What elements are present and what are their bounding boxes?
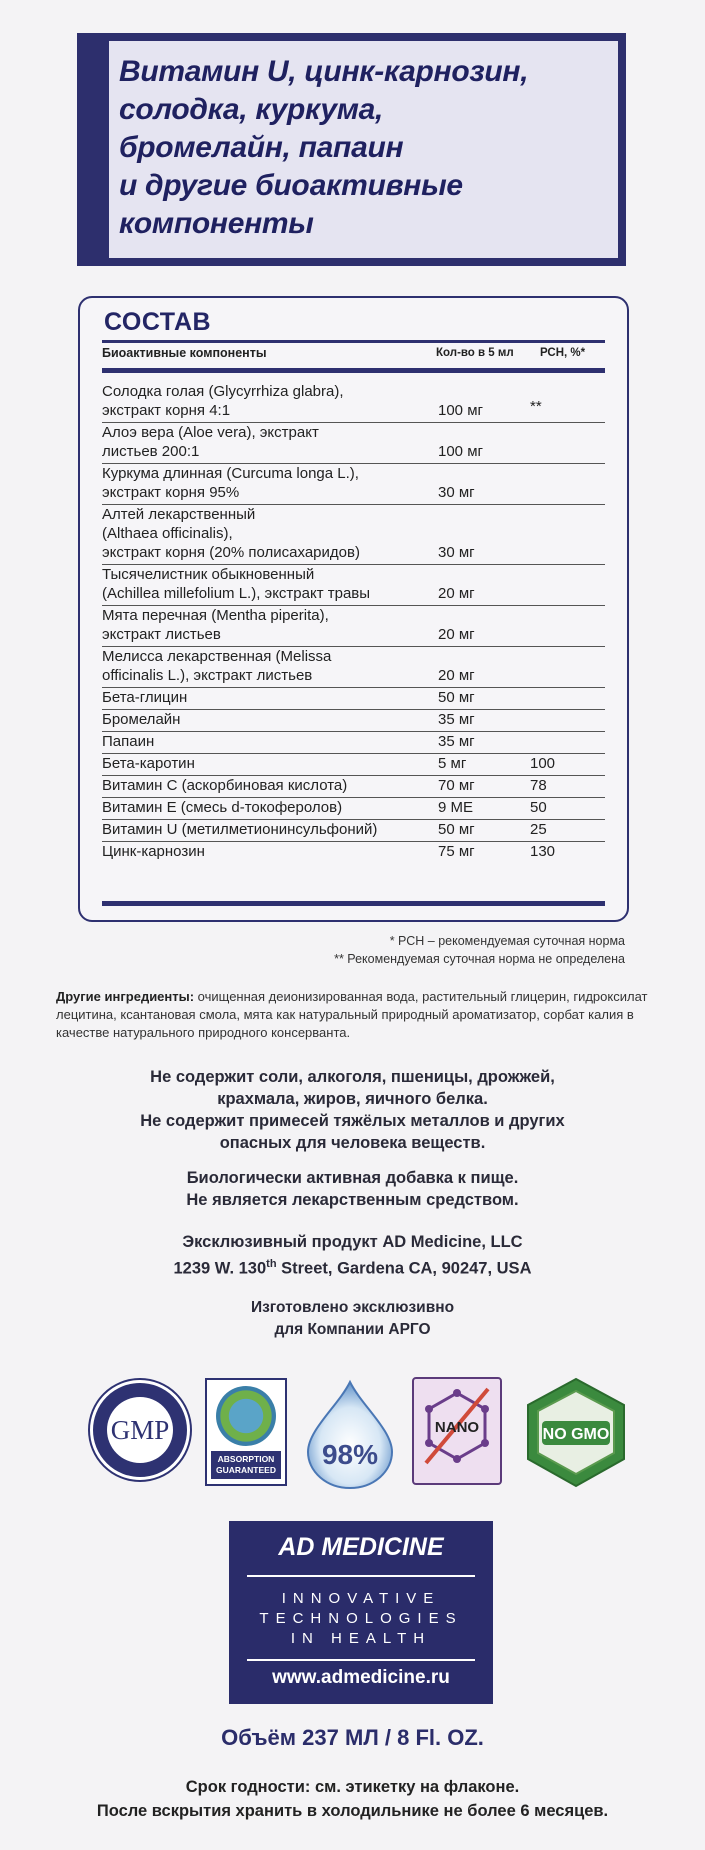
absorption-badge	[205, 1378, 287, 1486]
ingredient-rsn: 50	[530, 799, 547, 816]
ingredient-name	[102, 776, 437, 795]
ingredient-amount: 9 МЕ	[438, 799, 474, 816]
ingredient-amount: 70 мг	[438, 777, 475, 794]
ingredient-amount: 5 мг	[438, 755, 467, 772]
ingredient-name-line: Витамин С (аскорбиновая кислота)	[102, 777, 348, 794]
nano-icon	[414, 1379, 500, 1483]
ad-medicine-logo	[229, 1521, 493, 1704]
ingredient-rsn: 130	[530, 843, 556, 860]
shelf-life-line: Срок годности: см. этикетку на флаконе.	[185, 1778, 520, 1796]
ingredient-name-line: Бета-глицин	[102, 689, 188, 706]
ingredient-name-line: Тысячелистник обыкновенный	[102, 566, 315, 583]
ingredient-name-line: officinalis L.), экстракт листьев	[102, 667, 313, 684]
gmp-icon: GMP	[107, 1397, 173, 1463]
supplement-line: Не является лекарственным средством.	[186, 1191, 519, 1209]
header-rule	[102, 368, 605, 373]
title-line: и другие биоактивные	[119, 169, 463, 202]
producer-address: 1239 W. 130th Street, Gardena CA, 90247, USA	[173, 1258, 532, 1278]
ingredient-name-line: Солодка голая (Glycyrrhiza glabra),	[102, 383, 344, 400]
free-from-line: крахмала, жиров, яичного белка.	[217, 1090, 488, 1108]
ingredient-amount: 100 мг	[438, 443, 483, 460]
ingredient-name	[102, 464, 437, 502]
ingredient-name-line: (Althaea officinalis),	[102, 525, 233, 542]
ingredient-name	[102, 754, 437, 773]
gmp-badge	[90, 1380, 190, 1480]
ingredient-name-line: Бромелайн	[102, 711, 181, 728]
made-for-line: для Компании АРГО	[274, 1321, 431, 1338]
ingredient-name-line: экстракт корня 95%	[102, 484, 240, 501]
other-ingredients	[56, 988, 666, 1042]
ingredient-rsn: 25	[530, 821, 547, 838]
producer-line: Эксклюзивный продукт AD Medicine, LLC	[182, 1233, 523, 1251]
ingredient-name	[102, 606, 437, 644]
volume-label: Объём 237 МЛ / 8 Fl. OZ.	[221, 1725, 484, 1750]
ingredient-name	[102, 382, 437, 420]
composition-box	[78, 296, 629, 922]
absorption-icon	[216, 1386, 276, 1446]
column-header-name: Биоактивные компоненты	[102, 346, 267, 360]
free-from-line: опасных для человека веществ.	[219, 1134, 486, 1152]
shelf-life-line: После вскрытия хранить в холодильнике не более 6 месяцев.	[96, 1802, 609, 1820]
ingredient-name-line: Куркума длинная (Curcuma longa L.),	[102, 465, 359, 482]
ingredient-name-line: Мелисса лекарственная (Melissa	[102, 648, 332, 665]
ingredient-name	[102, 505, 437, 562]
title-line: бромелайн, папаин	[119, 131, 404, 164]
footnote-rsn: * РСН – рекомендуемая суточная норма	[389, 934, 625, 948]
ingredient-amount: 20 мг	[438, 667, 475, 684]
bottom-rule	[102, 901, 605, 906]
ingredient-name-line: (Achillea millefolium L.), экстракт травы	[102, 585, 371, 602]
logo-rule-bottom	[247, 1659, 475, 1661]
supplement-note	[0, 1167, 705, 1211]
column-header-rsn: РСН, %*	[540, 347, 586, 359]
ingredient-name-line: Витамин Е (смесь d-токоферолов)	[102, 799, 343, 816]
heading-rule	[102, 340, 605, 343]
ingredient-name	[102, 647, 437, 685]
ingredient-name-line: Бета-каротин	[102, 755, 195, 772]
ingredient-name	[102, 565, 437, 603]
made-for	[0, 1297, 705, 1341]
ingredient-amount: 35 мг	[438, 711, 475, 728]
ingredient-amount: 30 мг	[438, 544, 475, 561]
ingredient-name-line: экстракт корня 4:1	[102, 402, 231, 419]
made-for-line: Изготовлено эксклюзивно	[250, 1299, 455, 1316]
ingredient-name	[102, 798, 437, 817]
ingredient-amount: 20 мг	[438, 626, 475, 643]
free-from-statement	[0, 1066, 705, 1154]
ingredient-rsn: 78	[530, 777, 547, 794]
supplement-line: Биологически активная добавка к пище.	[186, 1169, 519, 1187]
title-panel	[109, 41, 618, 258]
logo-tagline-line: TECHNOLOGIES	[259, 1610, 463, 1627]
logo-name: AD MEDICINE	[278, 1533, 444, 1561]
title-line: солодка, куркума,	[119, 93, 384, 126]
ingredient-name-line: Мята перечная (Mentha piperita),	[102, 607, 329, 624]
title-block	[77, 33, 626, 266]
no-gmo-badge	[516, 1375, 636, 1490]
ingredient-name	[102, 710, 437, 729]
ingredient-name-line: листьев 200:1	[102, 443, 200, 460]
title-line: Витамин U, цинк-карнозин,	[119, 55, 529, 88]
no-gmo-icon	[516, 1375, 636, 1490]
column-header-amount: Кол-во в 5 мл	[436, 347, 514, 359]
ingredient-amount: 100 мг	[438, 402, 483, 419]
other-ingredients-label: Другие ингредиенты:	[56, 989, 195, 1004]
ingredient-amount: 20 мг	[438, 585, 475, 602]
ingredient-name-line: Цинк-карнозин	[102, 843, 205, 860]
ingredient-amount: 50 мг	[438, 821, 475, 838]
logo-tagline-line: IN HEALTH	[290, 1630, 432, 1647]
shelf-life	[0, 1775, 705, 1823]
ingredient-name	[102, 820, 437, 839]
free-from-line: Не содержит соли, алкоголя, пшеницы, дрожжей,	[150, 1068, 555, 1086]
logo-rule-top	[247, 1575, 475, 1577]
free-from-line: Не содержит примесей тяжёлых металлов и других	[140, 1112, 565, 1130]
ingredient-name-line: Витамин U (метилметионинсульфоний)	[102, 821, 378, 838]
ingredient-amount: 30 мг	[438, 484, 475, 501]
ingredient-name	[102, 732, 437, 751]
ingredient-rsn: **	[530, 398, 542, 415]
ingredient-name	[102, 423, 437, 461]
ingredient-name-line: Папаин	[102, 733, 155, 750]
ingredient-name	[102, 688, 437, 707]
ingredient-name-line: экстракт корня (20% полисахаридов)	[102, 544, 360, 561]
producer-info	[0, 1231, 705, 1280]
logo-url: www.admedicine.ru	[272, 1667, 450, 1688]
ingredient-name-line: Алоэ вера (Aloe vera), экстракт	[102, 424, 319, 441]
ingredient-amount: 35 мг	[438, 733, 475, 750]
logo-tagline-line: INNOVATIVE	[281, 1590, 441, 1607]
title-line: компоненты	[119, 207, 314, 240]
drop-badge	[300, 1378, 400, 1490]
ingredient-name-line: экстракт листьев	[102, 626, 221, 643]
absorption-label: ABSORPTION GUARANTEED	[211, 1451, 281, 1479]
ingredient-name	[102, 842, 437, 861]
nano-label: NANO	[434, 1419, 480, 1436]
ingredient-amount: 50 мг	[438, 689, 475, 706]
ingredient-amount: 75 мг	[438, 843, 475, 860]
composition-heading: СОСТАВ	[104, 308, 212, 336]
footnote-undefined: ** Рекомендуемая суточная норма не определена	[334, 952, 625, 966]
no-gmo-label: NO GMO	[542, 1426, 610, 1443]
ingredient-rsn: 100	[530, 755, 556, 772]
ingredient-name-line: Алтей лекарственный	[102, 506, 256, 523]
nano-badge	[412, 1377, 502, 1485]
water-drop-icon	[300, 1378, 400, 1490]
logo-tagline	[249, 1589, 473, 1649]
drop-percent: 98%	[321, 1439, 379, 1470]
other-ingredients-text: очищенная деионизированная вода, растительный глицерин, гидроксилат лецитина, ксантановая смола, мята как натуральный природный ароматизатор, сорбат калия в качестве натурального природного консерванта.	[56, 989, 648, 1040]
